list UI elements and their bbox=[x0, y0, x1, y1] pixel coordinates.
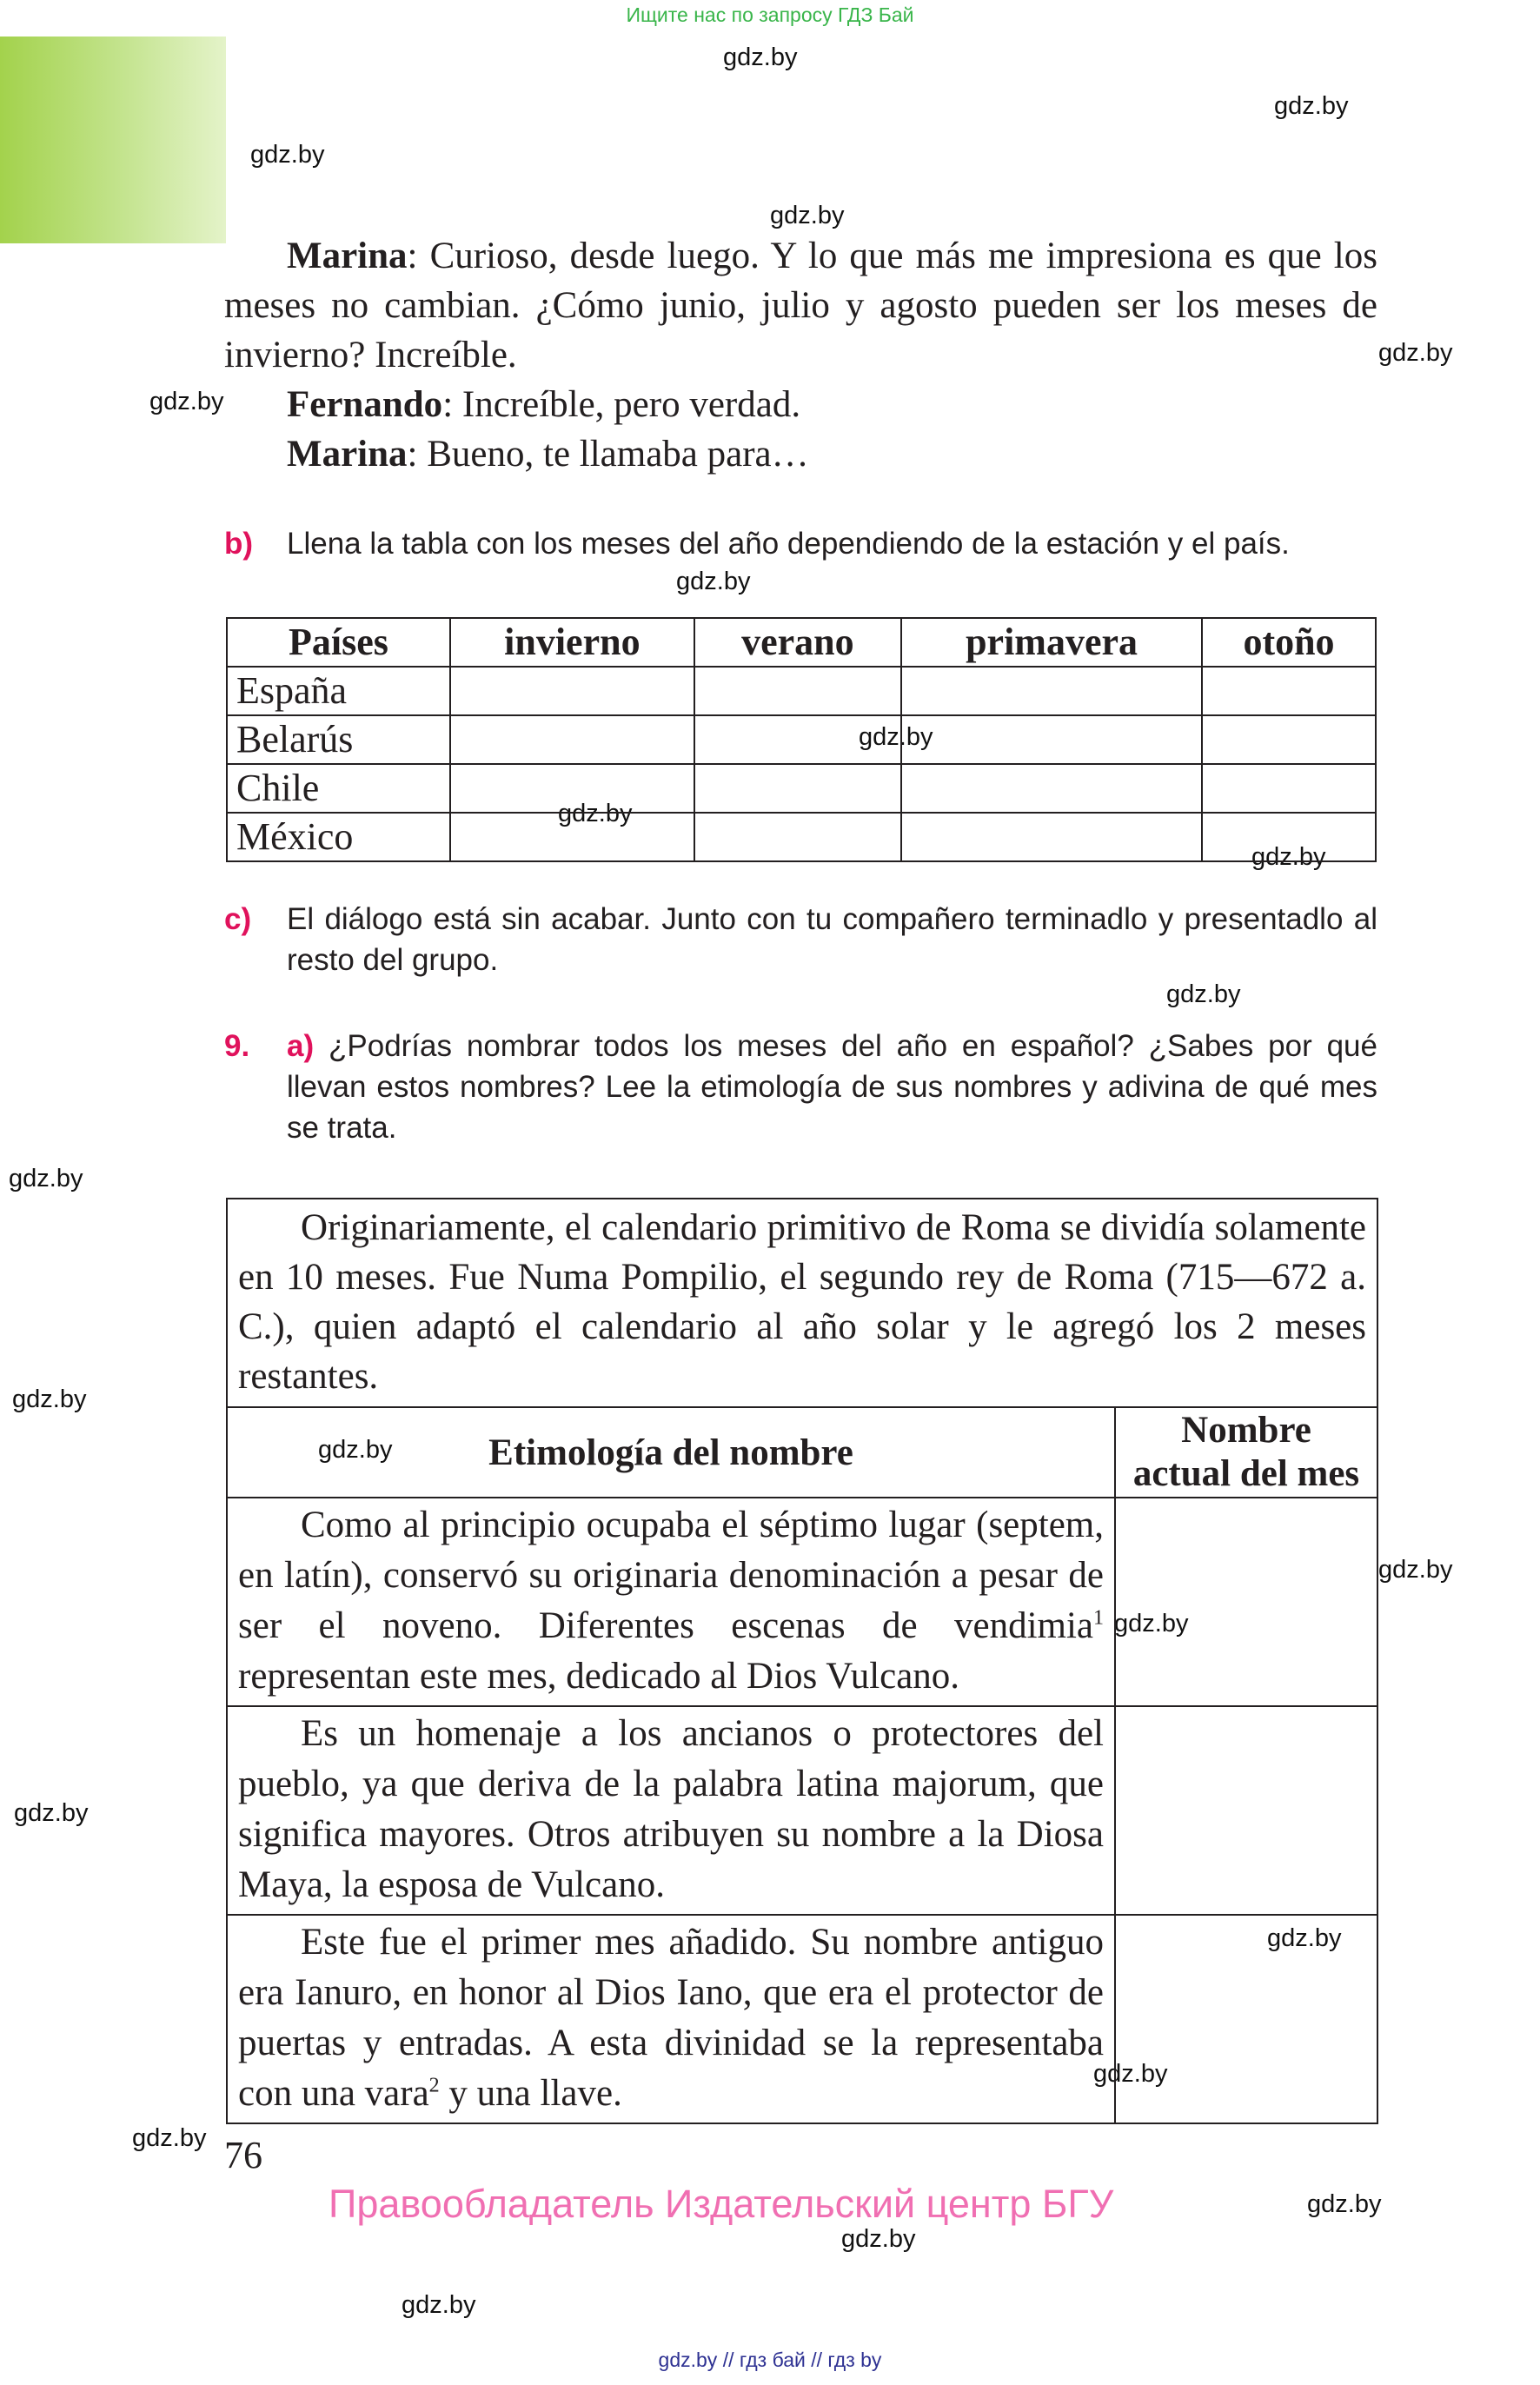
months-etymology-table bbox=[226, 1198, 1378, 2124]
table-row bbox=[227, 715, 1376, 764]
corner-tab-decoration bbox=[0, 37, 226, 243]
dialogue-line: Marina: Curioso, desde luego. Y lo que más me impresiona es que los meses no cambian. ¿Cómo junio, julio y agosto pueden ser los meses de invierno? Increíble. bbox=[224, 236, 1377, 375]
empty-answer-cell bbox=[694, 813, 901, 861]
speaker-name: Marina bbox=[287, 236, 408, 276]
watermark: gdz.by bbox=[132, 2124, 207, 2152]
watermark: gdz.by bbox=[1378, 1556, 1453, 1584]
empty-answer-cell bbox=[1202, 813, 1376, 861]
dialogue bbox=[224, 231, 1377, 479]
table-row bbox=[227, 667, 1376, 715]
speaker-name: Fernando bbox=[287, 384, 443, 425]
empty-answer-cell bbox=[694, 764, 901, 813]
empty-answer-cell bbox=[694, 715, 901, 764]
empty-answer-cell bbox=[450, 764, 694, 813]
empty-answer-cell bbox=[901, 813, 1202, 861]
watermark: gdz.by bbox=[1166, 980, 1241, 1008]
empty-answer-cell bbox=[450, 813, 694, 861]
etymology-cell: Es un homenaje a los ancianos o protectores del pueblo, ya que deriva de la palabra latina majorum, que significa mayores. Otros atribuyen su nombre a la Diosa Maya, la esposa de Vulcano. bbox=[227, 1706, 1115, 1915]
watermark: gdz.by bbox=[770, 202, 845, 229]
column-header: Países bbox=[227, 618, 450, 667]
empty-answer-cell bbox=[450, 715, 694, 764]
exercise-number: 9. bbox=[224, 1029, 250, 1063]
column-header: primavera bbox=[901, 618, 1202, 667]
watermark: gdz.by bbox=[558, 800, 633, 827]
watermark: gdz.by bbox=[149, 388, 224, 415]
watermark: gdz.by bbox=[723, 43, 798, 71]
task-9 bbox=[224, 1026, 1377, 1156]
watermark: gdz.by bbox=[1267, 1924, 1342, 1952]
task-b bbox=[224, 523, 1377, 567]
task-marker: a) bbox=[287, 1029, 315, 1063]
watermark: gdz.by bbox=[1378, 339, 1453, 367]
empty-answer-cell bbox=[901, 715, 1202, 764]
column-header-etymology: Etimología del nombre bbox=[227, 1407, 1115, 1498]
column-header-month: Nombre actual del mes bbox=[1115, 1407, 1377, 1498]
task-text: a) ¿Podrías nombrar todos los meses del año en español? ¿Sabes por qué llevan estos nombres? Lee la etimología de sus nombres y adivina de qué mes se trata. bbox=[287, 1029, 1377, 1145]
country-cell: Belarús bbox=[227, 715, 450, 764]
table-row bbox=[227, 1706, 1377, 1915]
intro-text: Originariamente, el calendario primitivo de Roma se dividía solamente en 10 meses. Fue Numa Pompilio, el segundo rey de Roma (715—672 a. C.), quien adaptó el calendario al año solar y le agregó los 2 meses restantes. bbox=[227, 1199, 1377, 1407]
task-text: Llena la tabla con los meses del año dependiendo de la estación y el país. bbox=[287, 527, 1290, 561]
watermark: gdz.by bbox=[859, 723, 933, 751]
task-marker: c) bbox=[224, 902, 252, 936]
footnote-marker: 2 bbox=[428, 2074, 440, 2097]
task-text: El diálogo está sin acabar. Junto con tu compañero terminadlo y presentadlo al resto del grupo. bbox=[287, 902, 1377, 977]
column-header: otoño bbox=[1202, 618, 1376, 667]
top-banner: Ищите нас по запросу ГДЗ Бай bbox=[626, 3, 914, 26]
dialogue-line: Marina: Bueno, te llamaba para… bbox=[287, 434, 809, 475]
column-header: verano bbox=[694, 618, 901, 667]
dialogue-line: Fernando: Increíble, pero verdad. bbox=[287, 384, 801, 425]
footer-links[interactable]: gdz.by // гдз бай // гдз by bbox=[658, 2348, 882, 2371]
watermark: gdz.by bbox=[1274, 92, 1349, 120]
column-header: invierno bbox=[450, 618, 694, 667]
watermark: gdz.by bbox=[676, 568, 751, 595]
task-marker: b) bbox=[224, 527, 254, 561]
watermark: gdz.by bbox=[14, 1799, 89, 1827]
watermark: gdz.by bbox=[12, 1385, 87, 1413]
watermark: gdz.by bbox=[1307, 2190, 1382, 2218]
empty-answer-cell bbox=[694, 667, 901, 715]
table-row bbox=[227, 1915, 1377, 2123]
empty-answer-cell bbox=[1115, 1706, 1377, 1915]
watermark: gdz.by bbox=[1251, 843, 1326, 871]
country-cell: España bbox=[227, 667, 450, 715]
speaker-name: Marina bbox=[287, 434, 408, 475]
rights-holder-text: Правообладатель Издательский центр БГУ bbox=[329, 2182, 1114, 2226]
footnote-marker: 1 bbox=[1093, 1606, 1104, 1630]
watermark: gdz.by bbox=[9, 1165, 83, 1192]
watermark: gdz.by bbox=[318, 1436, 393, 1464]
seasons-table bbox=[226, 617, 1377, 862]
empty-answer-cell bbox=[450, 667, 694, 715]
watermark: gdz.by bbox=[841, 2225, 916, 2253]
empty-answer-cell bbox=[901, 667, 1202, 715]
table-row bbox=[227, 813, 1376, 861]
watermark: gdz.by bbox=[1114, 1610, 1189, 1638]
etymology-cell: Como al principio ocupaba el séptimo lugar (septem, en latín), conservó su originaria denominación a pesar de ser el noveno. Diferentes escenas de vendimia$^1$ representan este mes, dedicado al Dios Vulcano. bbox=[227, 1498, 1115, 1706]
task-c bbox=[224, 899, 1377, 986]
page-number: 76 bbox=[224, 2134, 262, 2176]
table-row bbox=[227, 1498, 1377, 1706]
empty-answer-cell bbox=[1202, 715, 1376, 764]
empty-answer-cell bbox=[1115, 1915, 1377, 2123]
empty-answer-cell bbox=[901, 764, 1202, 813]
watermark: gdz.by bbox=[250, 141, 325, 169]
empty-answer-cell bbox=[1202, 764, 1376, 813]
watermark: gdz.by bbox=[1093, 2060, 1168, 2088]
watermark: gdz.by bbox=[402, 2291, 476, 2319]
empty-answer-cell bbox=[1115, 1498, 1377, 1706]
empty-answer-cell bbox=[1202, 667, 1376, 715]
table-row bbox=[227, 764, 1376, 813]
country-cell: México bbox=[227, 813, 450, 861]
etymology-cell: Este fue el primer mes añadido. Su nombre antiguo era Ianuro, en honor al Dios Iano, que era el protector de puertas y entradas. A esta divinidad se la representaba con una vara$^2$ y una llave. bbox=[227, 1915, 1115, 2123]
country-cell: Chile bbox=[227, 764, 450, 813]
